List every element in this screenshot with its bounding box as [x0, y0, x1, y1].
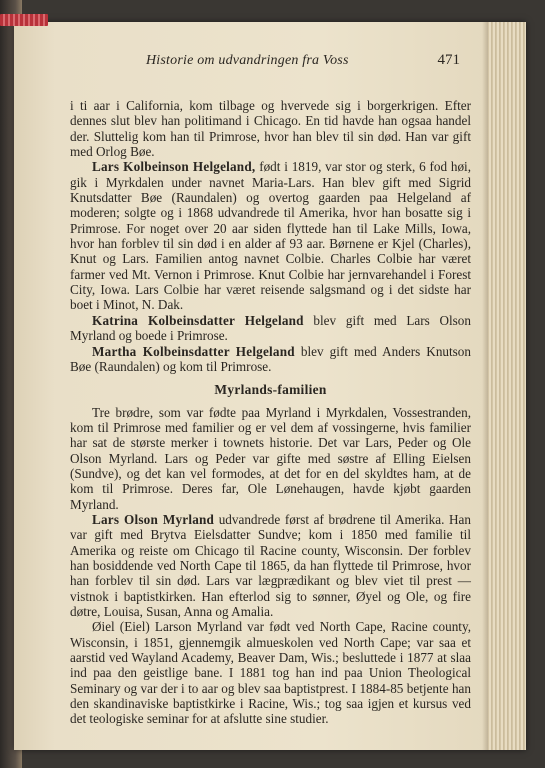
page-number: 471: [437, 52, 460, 68]
paragraph-oiel: Øiel (Eiel) Larson Myrland var født ved North Cape, Racine county, Wisconsin, i 1851, gjennemgik almueskolen ved North Cape; var saa et aarstid ved Wayland Academy, Beaver Dam, Wis.; besluttede i 1877 at slaa ind paa den geistlige bane. I 1881 tog han ind paa Union Theological Seminary og var der i to aar og blev saa baptistprest. I 1884-85 betjente han den skandinaviske baptistkirke i Racine, Wis.; tog saa igjen et kursus ved det teologiske seminar for at afslutte sine studier.: [70, 619, 471, 727]
section-heading: Myrlands-familien: [214, 382, 327, 398]
page-stack-edges: [488, 22, 526, 750]
paragraph-text: født i 1819, var stor og sterk, 6 fod høi, gik i Myrkdalen under navnet Maria-Lars. Han blev gift med Sigrid Knutsdatter Bøe (Raundalen) og overtog gaarden paa Helgeland af moderen; solgte og i 1868 udvandrede til Amerika, hvor han bosatte sig i Primrose. For noget over 20 aar siden flyttede han til Lake Mills, Iowa, hvor han forblev til sin død i en alder af 93 aar. Børnene er Kjel (Charles), Knut og Lars. Familien antog navnet Colbie. Charles Colbie har været farmer ved Mt. Vernon i Primrose. Knut Colbie har jernvarehandel i Forest City, Iowa. Lars Colbie har været reisende salgsmand og i det sidste har boet i Minot, N. Dak.: [70, 159, 472, 313]
paragraph-continuation: i ti aar i California, kom tilbage og hvervede sig i borgerkrigen. Efter dennes slut blev han politimand i Chicago. En tid havde han ogsaa handel der. Sluttelig kom han til Primrose, hvor han blev til sin død. Han var gift med Orlog Bøe.: [70, 98, 471, 160]
paragraph-text: udvandrede først af brødrene til Amerika. Han var gift med Brytva Eielsdatter Sundve; kom i 1850 med familie til Amerika og reiste om Chicago til Racine county, Wisconsin. Der forblev han bosiddende ved North Cape til 1865, da han flyttede til Primrose, hvor han forblev til sin død. Lars var lægprædikant og blev viet til prest — vistnok i baptistkirken. Han efterlod sig to sønner, Øyel og Ole, og fire døtre, Louisa, Susan, Anna og Amalia.: [70, 511, 471, 619]
person-name: Lars Kolbeinson Helgeland,: [92, 159, 256, 175]
bookmark-ribbon: [0, 14, 48, 26]
paragraph-lars-kolbeinson: [70, 159, 471, 312]
paragraph-text: blev gift med Lars Olson Myrland og boede i Primrose.: [70, 312, 471, 344]
running-title: Historie om udvandringen fra Voss: [146, 53, 349, 68]
page-header: [60, 50, 460, 72]
person-name: Lars Olson Myrland: [92, 511, 215, 527]
paragraph-martha: [70, 344, 471, 375]
paragraph-myrland-intro: Tre brødre, som var fødte paa Myrland i Myrkdalen, Vossestranden, kom til Primrose med familier og er vel dem af vossingerne, hvis familier har sat de største merker i townets historie. Det var Lars, Peder og Ole Olson Myrland. Lars og Peder var gifte med søstre af Elling Eielsen (Sundve), og det kan vel formodes, at det for en del skyldtes ham, at de kom til Primrose. Deres far, Ole Lønehaugen, havde kjøbt gaarden Myrland.: [70, 404, 471, 512]
paragraph-katrina: [70, 313, 471, 344]
person-name: Katrina Kolbeinsdatter Helgeland: [92, 312, 304, 328]
page-body: [70, 98, 471, 727]
paragraph-lars-olson: [70, 512, 471, 619]
person-name: Martha Kolbeinsdatter Helgeland: [92, 343, 295, 359]
paragraph-text: blev gift med Anders Knutson Bøe (Raundalen) og kom til Primrose.: [70, 343, 471, 374]
